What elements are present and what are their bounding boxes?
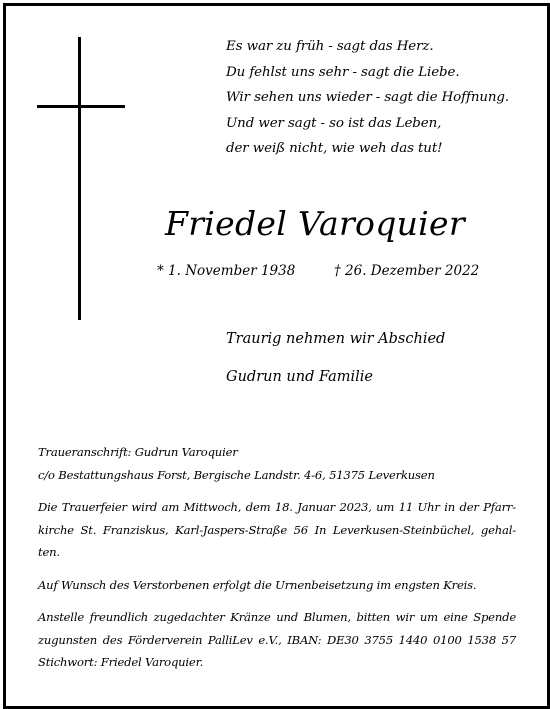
address-line: Traueranschrift: Gudrun Varoquier (38, 445, 238, 459)
poem-line: Es war zu früh - sagt das Herz. (226, 39, 434, 54)
poem-line: der weiß nicht, wie weh das tut! (226, 141, 443, 156)
service-line: Die Trauerfeier wird am Mittwoch, dem 18. Januar 2023, um 11 Uhr in der Pfarr- (38, 500, 516, 514)
cross-icon-vertical-bar (78, 37, 81, 320)
service-line: ten. (38, 545, 60, 559)
donation-line: Anstelle freundlich zugedachter Kränze und Blumen, bitten wir um eine Spende (38, 610, 516, 624)
funeral-details (38, 441, 516, 684)
burial-line: Auf Wunsch des Verstorbenen erfolgt die Urnenbeisetzung im engsten Kreis. (38, 577, 477, 592)
donation-line: zugunsten des Förderverein PalliLev e.V., IBAN: DE30 3755 1440 0100 1538 57 (38, 632, 516, 647)
poem-line: Wir sehen uns wieder - sagt die Hoffnung. (226, 90, 510, 105)
donation-line: Stichwort: Friedel Varoquier. (38, 655, 204, 669)
death-date: † 26. Dezember 2022 (334, 263, 480, 279)
poem-line: Du fehlst uns sehr - sagt die Liebe. (226, 64, 460, 80)
mourner-signature: Gudrun und Familie (226, 369, 373, 385)
service-info (38, 496, 516, 564)
memorial-poem (226, 34, 509, 162)
birth-date: * 1. November 1938 (157, 263, 296, 279)
deceased-name: Friedel Varoquier (165, 204, 465, 243)
farewell-text: Traurig nehmen wir Abschied (226, 331, 446, 347)
address-line: c/o Bestattungshaus Forst, Bergische Landstr. 4-6, 51375 Leverkusen (38, 467, 435, 482)
burial-info (38, 574, 516, 597)
cross-icon-horizontal-bar (37, 105, 125, 108)
service-line: kirche St. Franziskus, Karl-Jaspers-Straße 56 In Leverkusen-Steinbüchel, gehal- (38, 522, 516, 537)
mourning-address (38, 441, 516, 486)
poem-line: Und wer sagt - so ist das Leben, (226, 115, 442, 131)
donation-info (38, 606, 516, 674)
